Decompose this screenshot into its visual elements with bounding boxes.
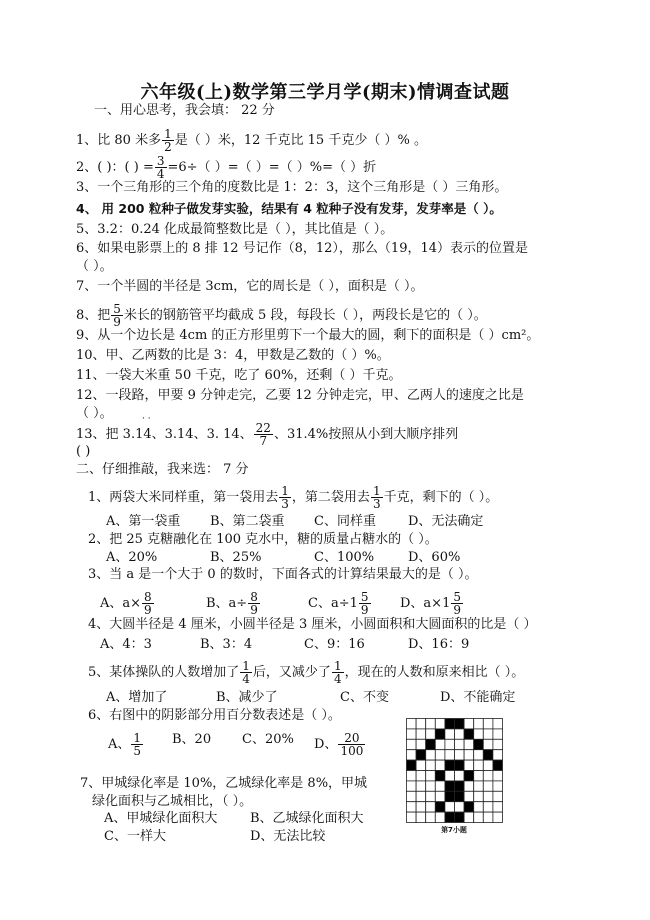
grid-cell (464, 739, 474, 749)
choice-3-option-b: B、a÷ $\frac{8}{9}$ (206, 590, 258, 617)
grid-cell (426, 760, 436, 770)
grid-cell (493, 802, 503, 812)
question-2-text: 2、( )：( ) = (76, 160, 154, 175)
choice-5-option-d: D、不能确定 (440, 690, 516, 705)
grid-cell (416, 739, 426, 749)
question-8-text-2: 米长的钢筋管平均截成 5 段，每段长（ ），两段长是它的（ ）。 (123, 308, 487, 323)
grid-cell (474, 781, 484, 791)
choice-6-option-d: D、 $\frac{20}{100}$ (314, 731, 364, 758)
choice-4-option-c: C、9：16 (304, 637, 365, 652)
choice-1-option-d: D、无法确定 (408, 514, 484, 529)
choice-2: 2、把 25 克糖融化在 100 克水中，糖的质量占糖水的（ ）。 (88, 532, 438, 547)
choice-5-option-b: B、减少了 (216, 690, 278, 705)
grid-cell (474, 771, 484, 781)
choice-7-option-a: A、甲城绿化面积大 (104, 811, 218, 826)
grid-cell (493, 729, 503, 739)
choice-2-option-d: D、60% (408, 550, 461, 565)
fraction: $\frac{22}{7}$ (255, 421, 271, 448)
fraction: $\frac{1}{3}$ (372, 484, 381, 511)
grid-cell-shaded (445, 781, 455, 791)
choice-4-option-a: A、4：3 (100, 637, 152, 652)
question-13 (76, 422, 458, 447)
grid-cell (445, 739, 455, 749)
grid-cell (426, 729, 436, 739)
question-10: 10、甲、乙两数的比是 3：4，甲数是乙数的（ ）%。 (76, 348, 390, 363)
figure-caption: 第7小题 (441, 826, 467, 834)
choice-1-text-3: 千克，剩下的（ ）。 (383, 490, 499, 505)
grid-cell-shaded (455, 791, 465, 801)
grid-cell (474, 719, 484, 729)
grid-cell (435, 791, 445, 801)
grid-cell (416, 812, 426, 822)
grid-cell (474, 750, 484, 760)
fraction: $\frac{3}{4}$ (156, 154, 165, 181)
grid-cell (455, 739, 465, 749)
question-13-text: 13、把 3.14、3.14、3. 14、 (76, 427, 253, 442)
page-title: 六年级(上)数学第三学月学(期末)情调查试题 (140, 82, 510, 103)
question-1 (76, 128, 427, 153)
choice-3-option-a: A、a× $\frac{8}{9}$ (100, 590, 152, 617)
choice-1-text: 1、两袋大米同样重，第一袋用去 (88, 490, 279, 505)
question-1-text-2: 是（ ）米，12 千克比 15 千克少（ ）% 。 (174, 133, 427, 148)
choice-3-option-c: C、a÷1 $\frac{5}{9}$ (308, 590, 369, 617)
grid-cell (407, 802, 417, 812)
grid-cell (464, 719, 474, 729)
grid-cell-shaded (474, 739, 484, 749)
choice-6-option-c: C、20% (242, 732, 294, 747)
grid-cell (455, 750, 465, 760)
choice-4-option-b: B、3：4 (200, 637, 253, 652)
choice-6: 6、右图中的阴影部分用百分数表述是（ ）。 (88, 708, 341, 723)
choice-1-option-b: B、第二袋重 (210, 514, 285, 529)
grid-cell (483, 802, 493, 812)
grid-cell-shaded (416, 750, 426, 760)
question-3: 3、一个三角形的三个角的度数比是 1：2：3，这个三角形是（ ）三角形。 (76, 180, 508, 195)
choice-1-option-a: A、第一袋重 (106, 514, 181, 529)
choice-2-option-b: B、25% (210, 550, 262, 565)
grid-cell (474, 802, 484, 812)
choice-2-option-c: C、100% (314, 550, 375, 565)
choice-5-text-3: ，现在的人数和原来相比（ ）。 (344, 665, 525, 680)
shaded-grid-figure (406, 718, 503, 823)
grid-cell (483, 719, 493, 729)
grid-cell-shaded (464, 771, 474, 781)
question-2 (76, 155, 376, 180)
grid-cell (416, 781, 426, 791)
grid-cell-shaded (455, 781, 465, 791)
grid-cell (407, 791, 417, 801)
grid-cell (426, 750, 436, 760)
question-13-text-2: 、31.4%按照从小到大顺序排列 (273, 427, 459, 442)
choice-2-option-a: A、20% (106, 550, 158, 565)
question-7: 7、一个半圆的半径是 3cm，它的周长是（ ），面积是（ ）。 (76, 279, 424, 294)
grid-cell-shaded (445, 719, 455, 729)
question-4: 4、 用 200 粒种子做发芽实验，结果有 4 粒种子没有发芽，发芽率是（ ）。 (76, 201, 502, 216)
question-2-text-2: =6÷（ ）=（ ）=（ ）%=（ ）折 (167, 160, 377, 175)
grid-cell-shaded (464, 802, 474, 812)
grid-cell (445, 750, 455, 760)
choice-7-option-b: B、乙城绿化面积大 (250, 811, 364, 826)
grid-cell (407, 719, 417, 729)
grid-cell-shaded (445, 760, 455, 770)
grid-cell (464, 812, 474, 822)
grid-cell (435, 781, 445, 791)
grid-cell (435, 812, 445, 822)
question-12: 12、一段路，甲要 9 分钟走完，乙要 12 分钟走完，甲、乙两人的速度之比是 (76, 388, 524, 403)
question-5: 5、3.2：0.24 化成最简整数比是（ ），其比值是（ ）。 (76, 222, 394, 237)
fraction: $\frac{1}{2}$ (164, 127, 172, 154)
choice-5-text-2: 后，又减少了 (252, 665, 331, 680)
grid-cell (407, 750, 417, 760)
repeating-dots: · · (142, 414, 151, 424)
fraction: $\frac{1}{4}$ (333, 659, 342, 686)
question-12-line-2: （ ）。 (76, 406, 113, 421)
choice-5 (88, 660, 524, 685)
grid-cell-shaded (455, 719, 465, 729)
choice-3: 3、当 a 是一个大于 0 的数时，下面各式的计算结果最大的是（ ）。 (88, 567, 478, 582)
grid-cell (407, 781, 417, 791)
grid-cell (426, 781, 436, 791)
grid-cell (435, 739, 445, 749)
grid-cell (464, 760, 474, 770)
grid-cell (474, 729, 484, 739)
section-2-heading: 二、仔细推敲，我来选： 7 分 (76, 462, 249, 477)
grid-cell (407, 729, 417, 739)
choice-6-option-b: B、20 (172, 732, 212, 747)
grid-cell (493, 750, 503, 760)
grid-cell (455, 771, 465, 781)
grid-cell (445, 771, 455, 781)
grid-cell (407, 812, 417, 822)
grid-cell (416, 729, 426, 739)
question-8-text: 8、把 (76, 308, 111, 323)
grid-cell (407, 771, 417, 781)
question-8 (76, 303, 487, 328)
grid-cell-shaded (426, 739, 436, 749)
grid-cell (416, 760, 426, 770)
choice-1-option-c: C、同样重 (314, 514, 376, 529)
grid-cell (416, 719, 426, 729)
grid-cell (483, 739, 493, 749)
grid-cell-shaded (445, 812, 455, 822)
grid-cell (426, 812, 436, 822)
grid-cell-shaded (435, 729, 445, 739)
choice-5-option-a: A、增加了 (106, 690, 168, 705)
grid-cell (483, 791, 493, 801)
grid-cell (483, 781, 493, 791)
grid-cell (455, 802, 465, 812)
question-11: 11、一袋大米重 50 千克，吃了 60%，还剩（ ）千克。 (76, 368, 402, 383)
section-1-heading: 一、用心思考，我会填： 22 分 (94, 103, 275, 118)
grid-cell-shaded (483, 750, 493, 760)
grid-cell (435, 719, 445, 729)
grid-cell-shaded (455, 812, 465, 822)
grid-cell (426, 802, 436, 812)
question-6: 6、如果电影票上的 8 排 12 号记作（8，12），那么（19，14）表示的位置是 (76, 241, 529, 256)
grid-cell (445, 729, 455, 739)
choice-7: 7、甲城绿化率是 10%，乙城绿化率是 8%，甲城 (80, 776, 368, 791)
grid-cell (407, 739, 417, 749)
fraction: $\frac{5}{9}$ (113, 302, 121, 329)
choice-6-option-a: A、 $\frac{1}{5}$ (108, 731, 142, 758)
grid-cell (416, 802, 426, 812)
grid-cell (483, 760, 493, 770)
grid-cell (493, 812, 503, 822)
grid-cell-shaded (445, 791, 455, 801)
choice-1-text-2: ，第二袋用去 (291, 490, 370, 505)
grid-cell (464, 781, 474, 791)
grid-cell (416, 771, 426, 781)
grid-cell (493, 771, 503, 781)
grid-cell (445, 802, 455, 812)
choice-5-text: 5、某体操队的人数增加了 (88, 665, 240, 680)
choice-7-option-d: D、无法比较 (250, 829, 326, 844)
grid-cell (493, 739, 503, 749)
choice-3-option-d: D、a×1 $\frac{5}{9}$ (400, 590, 461, 617)
question-6-line-2: （ ）。 (76, 259, 113, 274)
choice-7-line-2: 绿化面积与乙城相比，（ ）。 (92, 794, 253, 809)
grid-cell (483, 812, 493, 822)
grid-cell-shaded (455, 760, 465, 770)
grid-cell (474, 760, 484, 770)
grid-cell-shaded (435, 771, 445, 781)
grid-cell (493, 719, 503, 729)
choice-4: 4、大圆半径是 4 厘米，小圆半径是 3 厘米，小圆面积和大圆面积的比是（ ） (88, 617, 537, 632)
choice-4-option-d: D、16：9 (408, 637, 470, 652)
fraction: $\frac{1}{3}$ (281, 484, 289, 511)
question-1-text: 1、比 80 米多 (76, 133, 162, 148)
grid-cell (426, 771, 436, 781)
fraction: $\frac{1}{4}$ (242, 659, 250, 686)
grid-cell-shaded (407, 760, 417, 770)
grid-cell (426, 719, 436, 729)
grid-cell (483, 771, 493, 781)
grid-cell (416, 791, 426, 801)
grid-cell (483, 729, 493, 739)
choice-5-option-c: C、不变 (340, 690, 389, 705)
question-13-answer: ( ) (76, 444, 91, 459)
grid-cell-shaded (435, 802, 445, 812)
grid-cell (464, 791, 474, 801)
grid-cell-shaded (493, 760, 503, 770)
grid-cell (435, 760, 445, 770)
grid-cell (426, 791, 436, 801)
choice-7-option-c: C、一样大 (104, 829, 166, 844)
grid-cell (474, 812, 484, 822)
grid-cell (435, 750, 445, 760)
grid-cell (464, 750, 474, 760)
choice-1 (88, 485, 498, 510)
grid-cell (493, 791, 503, 801)
grid-cell-shaded (464, 729, 474, 739)
grid-cell (474, 791, 484, 801)
grid-cell (493, 781, 503, 791)
question-9: 9、从一个边长是 4cm 的正方形里剪下一个最大的圆，剩下的面积是（ ）cm²。 (76, 328, 540, 343)
grid-cell (455, 729, 465, 739)
